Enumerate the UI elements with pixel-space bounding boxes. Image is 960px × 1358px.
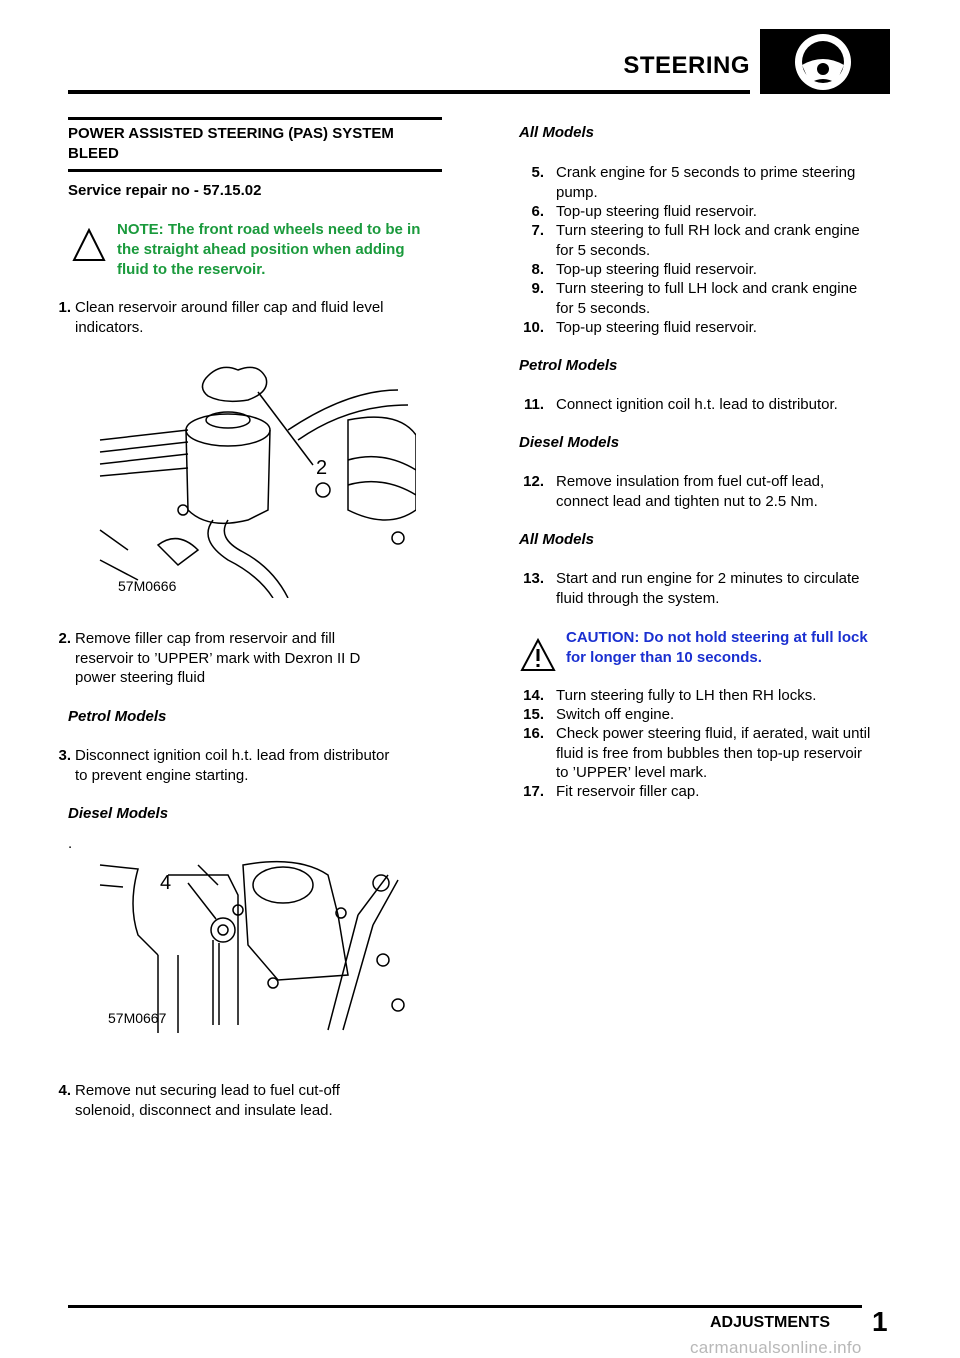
watermark: carmanualsonline.info: [690, 1338, 862, 1357]
step-10: 10. Top-up steering fluid reservoir.: [523, 319, 757, 336]
note-triangle-icon: [72, 228, 106, 262]
step-14: 14. Turn steering fully to LH then RH locks.: [523, 687, 817, 704]
step-8: 8. Top-up steering fluid reservoir.: [531, 261, 757, 278]
heading-all-models-1: All Models: [519, 124, 595, 141]
step-13: 13. Start and run engine for 2 minutes to circulate fluid through the system.: [523, 570, 860, 607]
step-7: 7. Turn steering to full RH lock and crank engine for 5 seconds.: [531, 222, 860, 259]
step-4: 4. Remove nut securing lead to fuel cut-off solenoid, disconnect and insulate lead.: [58, 1082, 340, 1119]
section-title-line2: BLEED: [68, 145, 119, 162]
caution-text: CAUTION: Do not hold steering at full lock for longer than 10 seconds.: [566, 629, 868, 666]
step-11: 11. Connect ignition coil h.t. lead to distributor.: [523, 396, 838, 413]
step-1: 1. Clean reservoir around filler cap and fluid level indicators.: [58, 299, 384, 336]
step-15: 15. Switch off engine.: [523, 706, 675, 723]
figure-fuel-cutoff: [98, 855, 416, 1033]
note-text: NOTE: The front road wheels need to be in the straight ahead position when adding fluid to the reservoir.: [117, 221, 421, 278]
step-3: 3. Disconnect ignition coil h.t. lead from distributor to prevent engine starting.: [58, 747, 390, 784]
step-2: 2. Remove filler cap from reservoir and fill reservoir to ’UPPER’ mark with Dexron II D power steering fluid: [58, 630, 361, 686]
step-9: 9. Turn steering to full LH lock and crank engine for 5 seconds.: [531, 280, 858, 317]
steering-wheel-icon: [760, 29, 890, 94]
steering-wheel-badge: [760, 29, 890, 94]
step-16: 16. Check power steering fluid, if aerated, wait until fluid is free from bubbles then top-up reservoir to ’UPPER’ level mark.: [523, 725, 871, 781]
figure1-code: 57M0666: [118, 578, 177, 594]
figure-reservoir: [98, 360, 416, 598]
heading-diesel-models: Diesel Models: [68, 805, 169, 822]
footer-rule: [68, 1305, 862, 1308]
section-rule-bottom: [68, 169, 442, 172]
step-6: 6. Top-up steering fluid reservoir.: [531, 203, 757, 220]
figure2-callout: 4: [160, 872, 172, 894]
step-5: 5. Crank engine for 5 seconds to prime steering pump.: [531, 164, 856, 201]
stray-dot: .: [68, 835, 73, 852]
footer-section-title: ADJUSTMENTS: [709, 1314, 830, 1331]
step-17: 17. Fit reservoir filler cap.: [523, 783, 700, 800]
page-number: 1: [872, 1306, 888, 1337]
figure2-code: 57M0667: [108, 1010, 167, 1026]
header-title: STEERING: [623, 52, 750, 79]
section-rule-top: [68, 117, 442, 120]
heading-all-models-2: All Models: [519, 531, 595, 548]
heading-petrol-models: Petrol Models: [68, 708, 167, 725]
step-12: 12. Remove insulation from fuel cut-off lead, connect lead and tighten nut to 2.5 Nm.: [523, 473, 825, 510]
caution-warning-icon: [520, 638, 556, 672]
fuel-cutoff-illustration: [98, 855, 416, 1033]
section-title: [68, 124, 394, 164]
header-rule: [68, 90, 750, 94]
figure1-callout: 2: [316, 457, 328, 479]
heading-diesel-models-2: Diesel Models: [519, 434, 620, 451]
reservoir-illustration: [98, 360, 416, 598]
service-repair-number: Service repair no - 57.15.02: [68, 182, 262, 199]
heading-petrol-models-2: Petrol Models: [519, 357, 618, 374]
section-title-line1: POWER ASSISTED STEERING (PAS) SYSTEM: [68, 125, 394, 142]
